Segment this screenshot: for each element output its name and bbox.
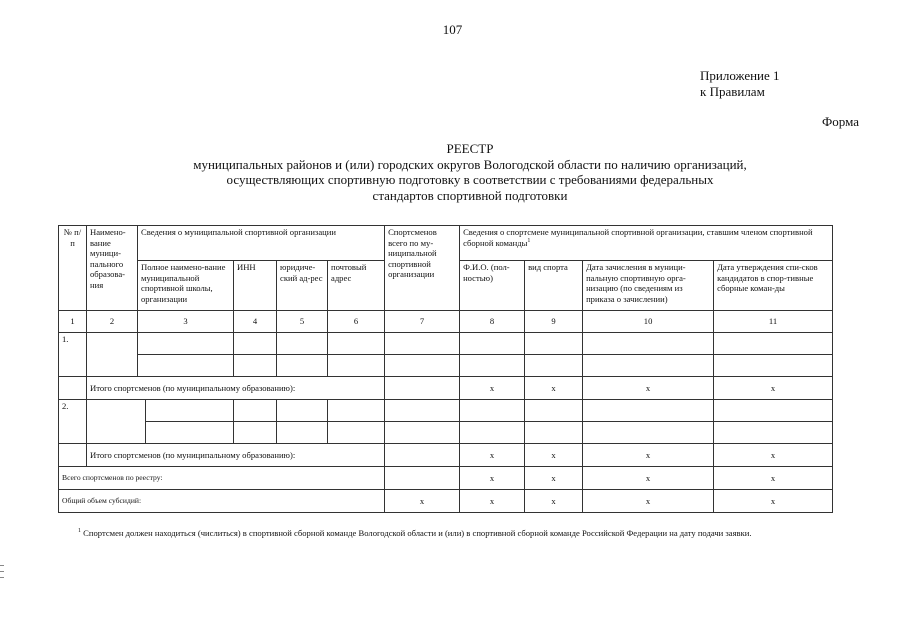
column-number: 11 xyxy=(714,311,833,333)
cell-fio xyxy=(460,333,525,355)
x-mark: x xyxy=(525,490,583,513)
form-label: Форма xyxy=(822,114,859,129)
cell-enroll-date xyxy=(583,333,714,355)
cell-enroll-date xyxy=(583,400,714,422)
column-number: 1 xyxy=(59,311,87,333)
cell-fio xyxy=(460,422,525,444)
table-row xyxy=(59,333,833,355)
cell-municipality xyxy=(87,333,138,377)
cell-inn xyxy=(234,333,277,355)
cell-full-name xyxy=(138,355,234,377)
footnote-text: Спортсмен должен находиться (числиться) в спортивной сборной команде Вологодской области и (или) в спортивной сборной команде Российской Федерации на дату подачи заявки. xyxy=(83,528,752,538)
cell-sport xyxy=(525,422,583,444)
x-mark: x xyxy=(583,444,714,467)
column-number: 2 xyxy=(87,311,138,333)
cell-postal-address xyxy=(328,422,385,444)
cell-empty xyxy=(59,377,87,400)
cell-sport xyxy=(525,333,583,355)
cell-sport xyxy=(525,400,583,422)
appendix-line-1: Приложение 1 xyxy=(700,68,780,83)
row-number: 2. xyxy=(59,400,87,444)
cell-enroll-date xyxy=(583,422,714,444)
header-athlete-group xyxy=(460,226,833,261)
cell-full-name xyxy=(146,422,234,444)
cell-athletes-total xyxy=(385,444,460,467)
column-number: 4 xyxy=(234,311,277,333)
column-number: 3 xyxy=(138,311,234,333)
subtotal-row xyxy=(59,444,833,467)
cell-athletes-total xyxy=(385,377,460,400)
x-mark: x xyxy=(525,467,583,490)
margin-tick xyxy=(0,571,4,572)
cell-municipality xyxy=(87,400,146,444)
cell-approval-date xyxy=(714,355,833,377)
column-number: 6 xyxy=(328,311,385,333)
header-athlete-group-text: Сведения о спортсмене муниципальной спортивной организации, ставшим членом спортивной сборной команды xyxy=(463,227,813,248)
header-no: № п/п xyxy=(59,226,87,311)
margin-tick xyxy=(0,577,4,578)
appendix-label xyxy=(700,68,780,100)
cell-legal-address xyxy=(277,422,328,444)
registry-total-label: Всего спортсменов по реестру: xyxy=(59,467,385,490)
x-mark: x xyxy=(460,490,525,513)
cell-athletes-total xyxy=(385,355,460,377)
x-mark: x xyxy=(385,490,460,513)
cell-legal-address xyxy=(277,333,328,355)
cell-postal-address xyxy=(328,400,385,422)
header-enroll-date: Дата зачисления в муници-пальную спортивную орга-низацию (по сведениям из приказа о зачислении) xyxy=(583,261,714,311)
subsidy-label: Общий объем субсидий: xyxy=(59,490,385,513)
title-line-4: стандартов спортивной подготовки xyxy=(372,187,568,203)
header-approval-date: Дата утверждения спи-сков кандидатов в спор-тивные сборные коман-ды xyxy=(714,261,833,311)
appendix-line-2: к Правилам xyxy=(700,84,765,99)
cell-legal-address xyxy=(277,355,328,377)
column-number: 7 xyxy=(385,311,460,333)
cell-full-name xyxy=(146,400,234,422)
x-mark: x xyxy=(460,377,525,400)
margin-marks xyxy=(0,565,6,585)
x-mark: x xyxy=(525,444,583,467)
header-sport: вид спорта xyxy=(525,261,583,311)
document-title xyxy=(120,141,820,203)
header-postal-address: почтовый адрес xyxy=(328,261,385,311)
subtotal-label: Итого спортсменов (по муниципальному образованию): xyxy=(87,377,385,400)
cell-enroll-date xyxy=(583,355,714,377)
cell-postal-address xyxy=(328,333,385,355)
x-mark: x xyxy=(583,377,714,400)
cell-approval-date xyxy=(714,400,833,422)
row-number: 1. xyxy=(59,333,87,377)
subtotal-row xyxy=(59,377,833,400)
footnote-marker: 1 xyxy=(78,528,81,535)
cell-inn xyxy=(234,355,277,377)
cell-fio xyxy=(460,355,525,377)
x-mark: x xyxy=(714,444,833,467)
subtotal-label: Итого спортсменов (по муниципальному образованию): xyxy=(87,444,385,467)
x-mark: x xyxy=(460,444,525,467)
column-number: 9 xyxy=(525,311,583,333)
registry-total-row xyxy=(59,467,833,490)
cell-sport xyxy=(525,355,583,377)
header-fio: Ф.И.О. (пол-ностью) xyxy=(460,261,525,311)
x-mark: x xyxy=(714,490,833,513)
cell-athletes-total xyxy=(385,400,460,422)
cell-approval-date xyxy=(714,333,833,355)
cell-inn xyxy=(234,400,277,422)
header-org-group: Сведения о муниципальной спортивной организации xyxy=(138,226,385,261)
header-municipality: Наимено-вание муници-пального образова-ния xyxy=(87,226,138,311)
cell-athletes-total xyxy=(385,422,460,444)
page-number: 107 xyxy=(442,22,463,37)
column-number: 5 xyxy=(277,311,328,333)
x-mark: x xyxy=(714,377,833,400)
x-mark: x xyxy=(460,467,525,490)
registry-table xyxy=(58,225,833,513)
x-mark: x xyxy=(583,467,714,490)
table-row xyxy=(59,422,833,444)
cell-athletes-total xyxy=(385,467,460,490)
header-legal-address: юридиче-ский ад-рес xyxy=(277,261,328,311)
cell-athletes-total xyxy=(385,333,460,355)
header-inn: ИНН xyxy=(234,261,277,311)
cell-legal-address xyxy=(277,400,328,422)
title-line-2: муниципальных районов и (или) городских округов Вологодской области по наличию организаций, xyxy=(193,156,747,172)
footnote xyxy=(78,527,868,539)
subsidy-row xyxy=(59,490,833,513)
x-mark: x xyxy=(525,377,583,400)
header-full-name: Полное наимено-вание муниципальной спортивной школы, организации xyxy=(138,261,234,311)
header-athletes-total: Спортсменов всего по му-ниципальной спортивной организации xyxy=(385,226,460,311)
margin-tick xyxy=(0,565,4,566)
column-number: 8 xyxy=(460,311,525,333)
table-row xyxy=(59,355,833,377)
table-row xyxy=(59,400,833,422)
cell-approval-date xyxy=(714,422,833,444)
x-mark: x xyxy=(714,467,833,490)
cell-inn xyxy=(234,422,277,444)
title-line-3: осуществляющих спортивную подготовку в соответствии с требованиями федеральных xyxy=(226,172,714,187)
x-mark: x xyxy=(583,490,714,513)
cell-postal-address xyxy=(328,355,385,377)
title-line-1: РЕЕСТР xyxy=(446,141,494,156)
column-number: 10 xyxy=(583,311,714,333)
column-number-row xyxy=(59,311,833,333)
cell-fio xyxy=(460,400,525,422)
footnote-ref: 1 xyxy=(527,237,531,244)
cell-empty xyxy=(59,444,87,467)
header-row-1 xyxy=(59,226,833,261)
cell-full-name xyxy=(138,333,234,355)
